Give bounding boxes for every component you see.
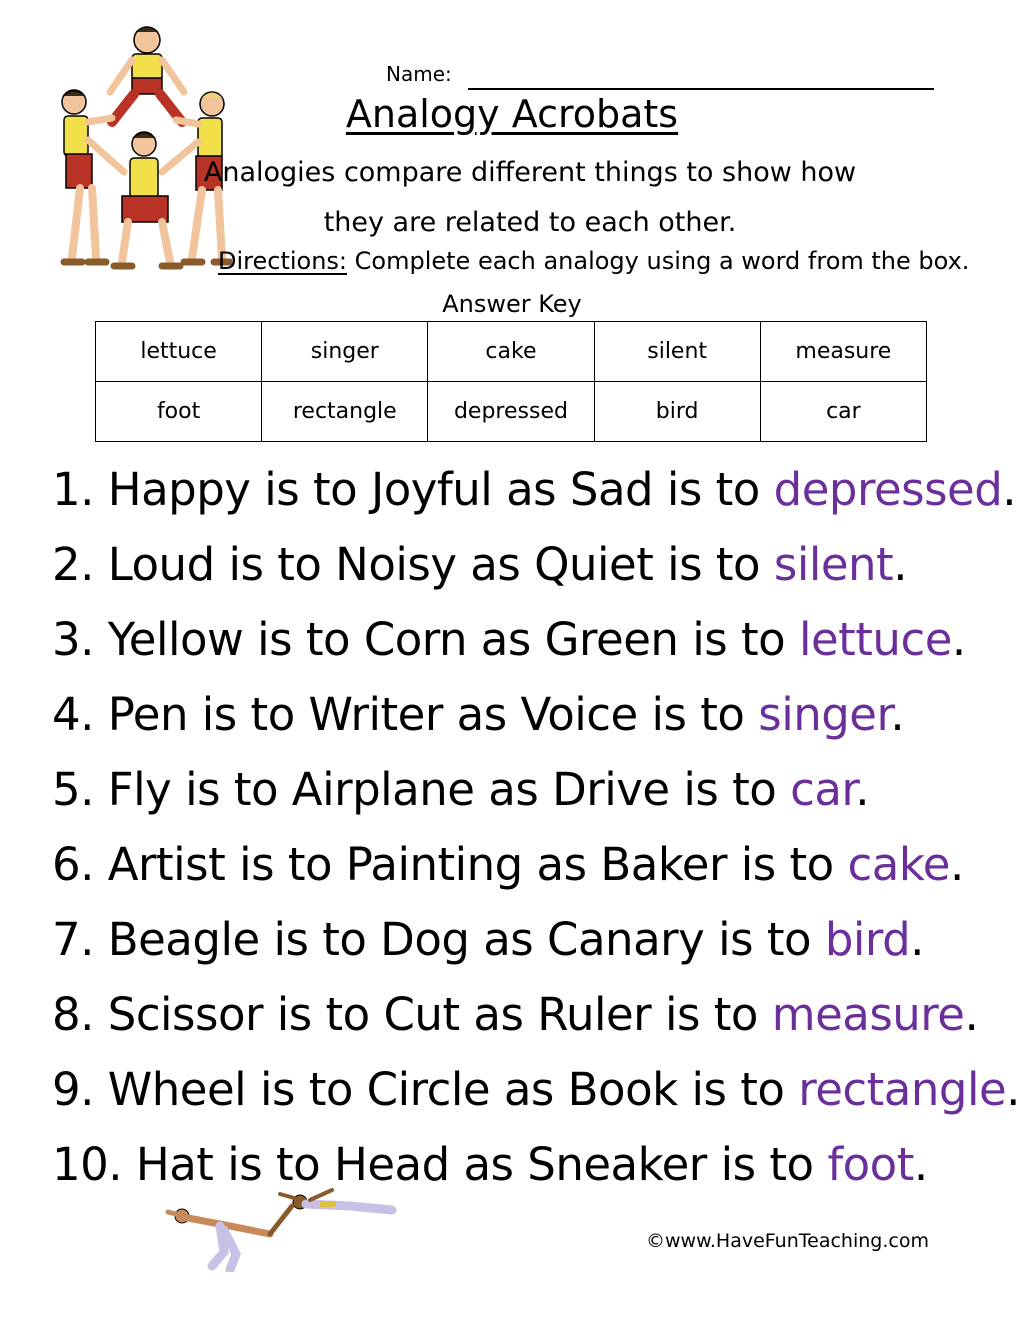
analogy-text: Artist is to Painting as Baker is to (107, 838, 848, 891)
analogy-item (52, 1052, 1020, 1127)
analogy-item (52, 452, 1020, 527)
word-box-cell: measure (760, 322, 926, 382)
analogy-text: Pen is to Writer as Voice is to (107, 688, 759, 741)
word-box-row (96, 322, 927, 382)
word-box-cell: bird (594, 382, 760, 442)
name-label: Name: (386, 62, 452, 86)
analogy-item (52, 902, 1020, 977)
analogy-text: Wheel is to Circle as Book is to (107, 1063, 799, 1116)
directions-text: Complete each analogy using a word from the box. (347, 247, 970, 275)
word-box (95, 321, 927, 442)
analogy-period: . (855, 763, 870, 816)
analogy-period: . (951, 613, 966, 666)
analogy-text: Fly is to Airplane as Drive is to (107, 763, 791, 816)
analogy-period: . (890, 688, 905, 741)
analogy-period: . (910, 913, 924, 966)
word-box-cell: foot (96, 382, 262, 442)
copyright-footer: ©www.HaveFunTeaching.com (646, 1230, 929, 1252)
analogy-answer: silent (773, 538, 894, 591)
analogy-period: . (893, 538, 908, 591)
intro-text (160, 148, 900, 248)
analogy-answer: car (790, 763, 856, 816)
analogy-period: . (1002, 463, 1017, 516)
analogy-number: 6. (52, 838, 94, 891)
intro-line-2: they are related to each other. (323, 207, 737, 238)
word-box-row (96, 382, 927, 442)
analogy-item (52, 602, 1020, 677)
word-box-cell: lettuce (96, 322, 262, 382)
analogy-answer: lettuce (798, 613, 952, 666)
analogy-answer: cake (847, 838, 950, 891)
analogy-item (52, 977, 1020, 1052)
analogy-answer: measure (771, 988, 965, 1041)
analogy-number: 9. (52, 1063, 94, 1116)
word-box-cell: singer (262, 322, 428, 382)
analogy-period: . (1006, 1063, 1020, 1116)
analogy-period: . (913, 1138, 928, 1191)
word-box-cell: depressed (428, 382, 594, 442)
analogy-answer: bird (824, 913, 911, 966)
word-box-cell: rectangle (262, 382, 428, 442)
analogy-item (52, 677, 1020, 752)
analogy-number: 8. (52, 988, 94, 1041)
analogy-list (52, 452, 1020, 1202)
analogy-period: . (964, 988, 979, 1041)
analogy-period: . (949, 838, 964, 891)
analogy-number: 3. (52, 613, 94, 666)
analogy-text: Hat is to Head as Sneaker is to (135, 1138, 828, 1191)
analogy-item (52, 827, 1020, 902)
analogy-number: 10. (52, 1138, 123, 1191)
name-field-line[interactable] (468, 88, 934, 90)
analogy-number: 5. (52, 763, 94, 816)
word-box-cell: car (760, 382, 926, 442)
analogy-text: Beagle is to Dog as Canary is to (107, 913, 825, 966)
analogy-answer: rectangle (798, 1063, 1007, 1116)
analogy-answer: depressed (773, 463, 1003, 516)
answer-key-label: Answer Key (442, 290, 582, 318)
analogy-number: 4. (52, 688, 94, 741)
analogy-number: 2. (52, 538, 94, 591)
analogy-text: Loud is to Noisy as Quiet is to (107, 538, 774, 591)
analogy-number: 1. (52, 463, 94, 516)
analogy-number: 7. (52, 913, 94, 966)
analogy-answer: foot (827, 1138, 914, 1191)
directions (218, 247, 969, 275)
page-title: Analogy Acrobats (345, 92, 679, 136)
analogy-text: Scissor is to Cut as Ruler is to (107, 988, 772, 1041)
analogy-answer: singer (758, 688, 891, 741)
directions-label: Directions: (218, 247, 348, 275)
analogy-text: Yellow is to Corn as Green is to (107, 613, 799, 666)
word-box-cell: silent (594, 322, 760, 382)
intro-line-1: Analogies compare different things to show how (203, 157, 857, 188)
word-box-cell: cake (428, 322, 594, 382)
trapeze-acrobats-icon (160, 1182, 400, 1272)
analogy-text: Happy is to Joyful as Sad is to (107, 463, 774, 516)
analogy-item (52, 527, 1020, 602)
analogy-item (52, 752, 1020, 827)
